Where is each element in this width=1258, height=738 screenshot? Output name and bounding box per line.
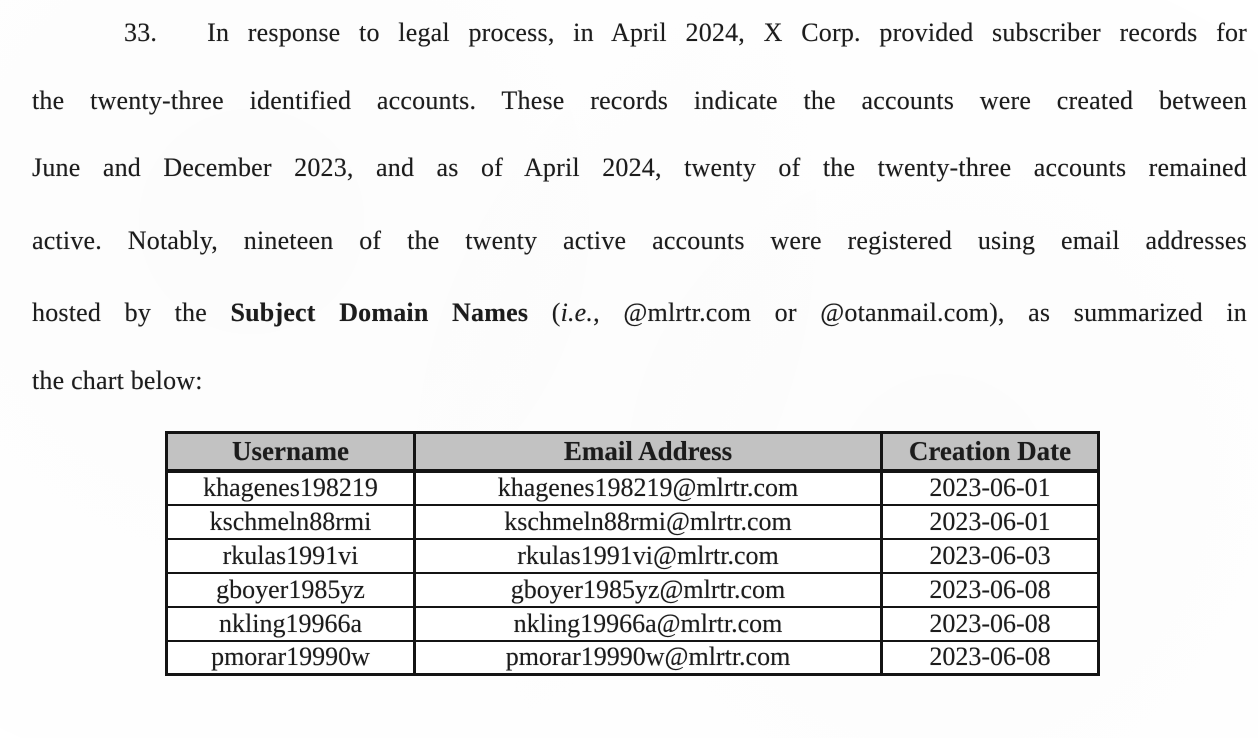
table-row [167,573,1099,607]
email-cell: rkulas1991vi@mlrtr.com [415,539,882,573]
paragraph-line [32,296,1247,330]
table-row [167,641,1099,675]
table-row [167,471,1099,505]
paragraph-text: June and December 2023, and as of April 2024, twenty of the twenty-three accounts remained [32,153,1247,182]
accounts-table [165,431,1100,676]
paragraph-line [32,224,1247,258]
paragraph-text: the twenty-three identified accounts. These records indicate the accounts were created between [32,86,1247,115]
creation-date-cell: 2023-06-08 [882,641,1099,675]
paragraph-line [32,151,1247,185]
creation-date-cell: 2023-06-08 [882,573,1099,607]
creation-date-cell: 2023-06-01 [882,505,1099,539]
table-header-row [167,433,1099,471]
col-header-username: Username [167,433,415,471]
col-header-creation-date: Creation Date [882,433,1099,471]
paragraph-text: In response to legal process, in April 2024, X Corp. provided subscriber records for [207,18,1247,47]
paragraph-text: the chart below: [32,366,203,395]
table-row [167,505,1099,539]
username-cell: kschmeln88rmi [167,505,415,539]
paragraph-line [32,84,1247,118]
username-cell: khagenes198219 [167,471,415,505]
paragraph-line [32,364,1247,398]
paragraph-line [32,16,1247,50]
creation-date-cell: 2023-06-03 [882,539,1099,573]
paragraph-text: hosted by the [32,298,231,327]
username-cell: gboyer1985yz [167,573,415,607]
col-header-email-address: Email Address [415,433,882,471]
creation-date-cell: 2023-06-01 [882,471,1099,505]
table-row [167,607,1099,641]
paragraph-text: ( [528,298,561,327]
username-cell: nkling19966a [167,607,415,641]
email-cell: khagenes198219@mlrtr.com [415,471,882,505]
email-cell: kschmeln88rmi@mlrtr.com [415,505,882,539]
email-cell: gboyer1985yz@mlrtr.com [415,573,882,607]
creation-date-cell: 2023-06-08 [882,607,1099,641]
email-cell: nkling19966a@mlrtr.com [415,607,882,641]
username-cell: rkulas1991vi [167,539,415,573]
ie-abbreviation: i.e. [560,298,594,327]
email-cell: pmorar19990w@mlrtr.com [415,641,882,675]
username-cell: pmorar19990w [167,641,415,675]
paragraph-text: , @mlrtr.com or @otanmail.com), as summarized in [593,298,1247,327]
subject-domain-names-emphasis: Subject Domain Names [230,298,529,327]
table-row [167,539,1099,573]
paragraph-number: 33. [124,18,158,47]
paragraph-text: active. Notably, nineteen of the twenty active accounts were registered using email addresses [32,226,1247,255]
